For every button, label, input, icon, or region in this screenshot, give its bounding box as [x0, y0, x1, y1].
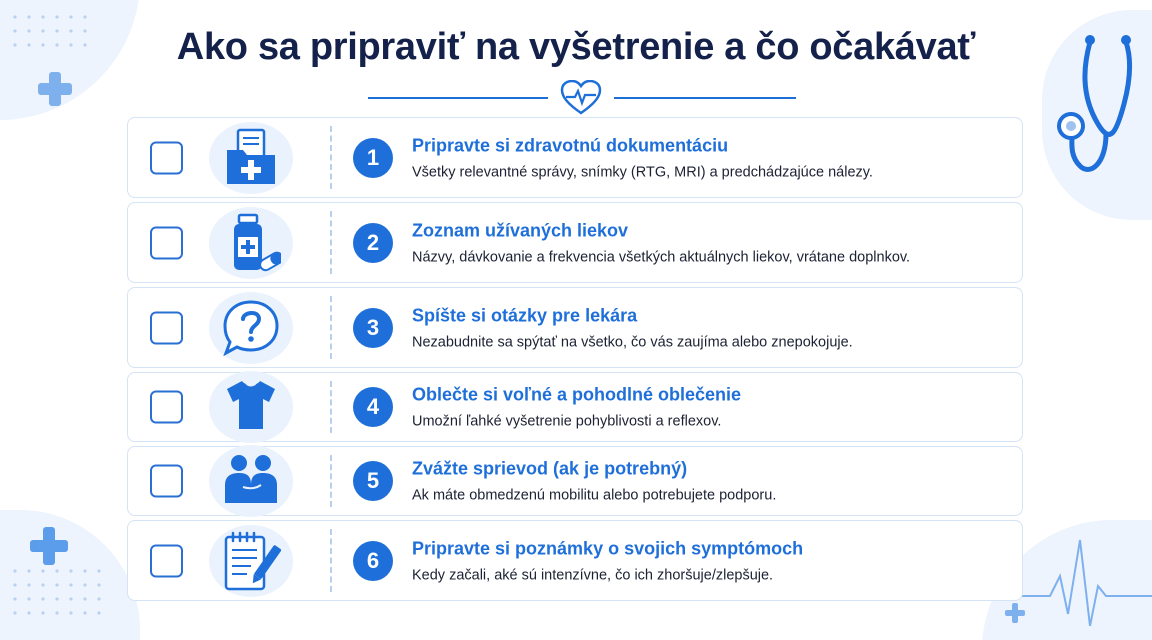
checklist-item [127, 446, 1023, 516]
tshirt-icon [209, 371, 293, 443]
page-title: Ako sa pripraviť na vyšetrenie a čo očakávať [176, 26, 976, 68]
item-heading: Pripravte si poznámky o svojich symptómoch [412, 538, 804, 558]
pulse-line-icon [1010, 536, 1152, 626]
dashed-separator [330, 529, 332, 592]
dashed-separator [330, 381, 332, 433]
checkbox[interactable] [150, 544, 183, 577]
step-number: 5 [353, 461, 393, 501]
heart-pulse-icon [560, 80, 602, 116]
step-number: 2 [353, 223, 393, 263]
title-divider [614, 97, 796, 99]
medicine-bottle-icon [209, 207, 293, 279]
step-number: 1 [353, 138, 393, 178]
plus-icon [30, 527, 68, 565]
step-number: 6 [353, 541, 393, 581]
item-heading: Zoznam užívaných liekov [412, 220, 629, 240]
item-heading: Zvážte sprievod (ak je potrebný) [412, 458, 688, 479]
medical-folder-icon [209, 122, 293, 194]
checkbox[interactable] [150, 465, 183, 498]
plus-icon [38, 72, 72, 106]
checkbox[interactable] [150, 226, 183, 259]
item-description: Všetky relevantné správy, snímky (RTG, MRI) a predchádzajúce nálezy. [412, 164, 873, 180]
title-divider [368, 97, 548, 99]
dashed-separator [330, 455, 332, 507]
item-description: Umožní ľahké vyšetrenie pohyblivosti a reflexov. [412, 413, 722, 430]
checklist-item [127, 287, 1023, 368]
checklist-item [127, 202, 1023, 283]
plus-icon [1005, 603, 1025, 623]
dot-pattern [8, 564, 108, 624]
checklist [127, 117, 1023, 605]
step-number: 3 [353, 308, 393, 348]
item-description: Ak máte obmedzenú mobilitu alebo potrebujete podporu. [412, 487, 777, 504]
checklist-item [127, 372, 1023, 442]
item-heading: Oblečte si voľné a pohodlné oblečenie [412, 384, 742, 405]
dashed-separator [330, 211, 332, 274]
item-heading: Pripravte si zdravotnú dokumentáciu [412, 135, 729, 155]
question-bubble-icon [209, 292, 293, 364]
item-description: Nezabudnite sa spýtať na všetko, čo vás zaujíma alebo znepokojuje. [412, 334, 853, 350]
checklist-item [127, 520, 1023, 601]
checkbox[interactable] [150, 311, 183, 344]
dashed-separator [330, 296, 332, 359]
notepad-pen-icon [209, 525, 293, 597]
item-description: Kedy začali, aké sú intenzívne, čo ich zhoršuje/zlepšuje. [412, 567, 774, 583]
companion-people-icon [209, 445, 293, 517]
step-number: 4 [353, 387, 393, 427]
checklist-item [127, 117, 1023, 198]
item-description: Názvy, dávkovanie a frekvencia všetkých aktuálnych liekov, vrátane doplnkov. [412, 249, 911, 265]
dashed-separator [330, 126, 332, 189]
checkbox[interactable] [150, 141, 183, 174]
item-heading: Spíšte si otázky pre lekára [412, 305, 638, 325]
checkbox[interactable] [150, 391, 183, 424]
